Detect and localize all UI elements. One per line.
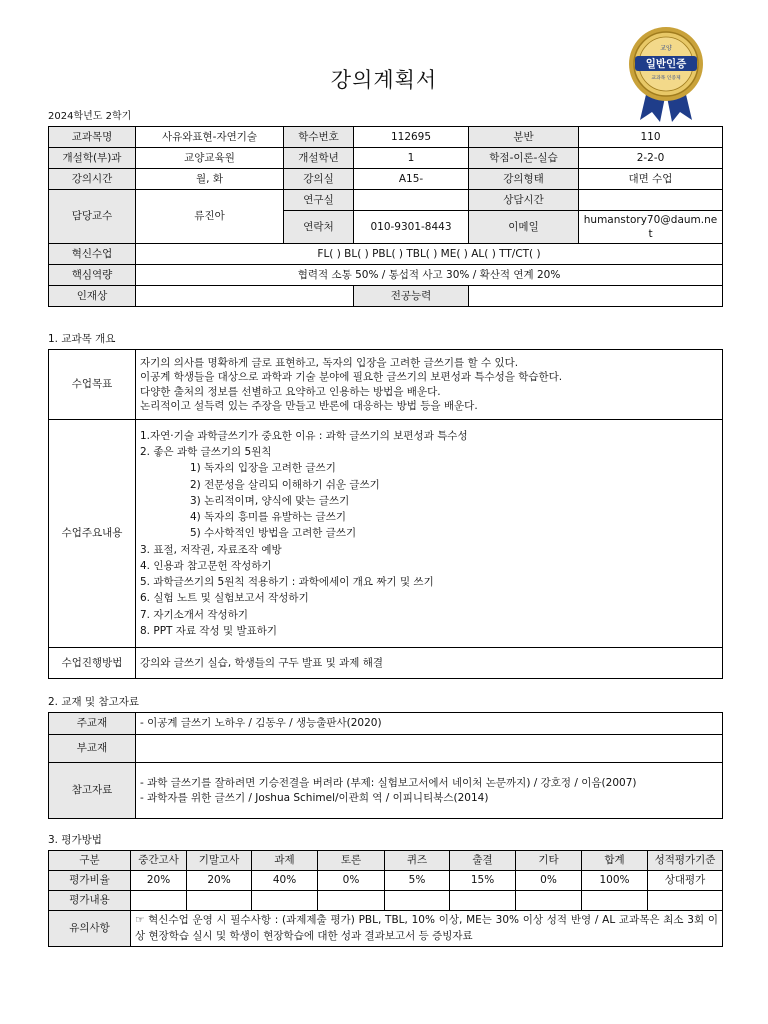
section3-heading: 3. 평가방법 bbox=[48, 834, 102, 846]
evaluation-table bbox=[48, 850, 723, 947]
course-code-label: 학수번호 bbox=[284, 127, 354, 148]
eval-header: 합계 bbox=[582, 851, 648, 871]
badge-top-text: 교양 bbox=[660, 45, 672, 52]
goal-line: 이공계 학생들을 대상으로 과학과 기술 분야에 필요한 글쓰기의 보편성과 특수성을 학습한다. bbox=[140, 371, 563, 384]
note-value: ☞ 혁신수업 운영 시 필수사항 : (과제제출 평가) PBL, TBL, 10% 이상, ME는 30% 이상 성적 반영 / AL 교과목은 최소 3회 이상 현장학습 실시 및 학생이 현장학습에 대한 성과 결과보고서 등 증빙자료 bbox=[131, 911, 723, 947]
sub-textbook-value bbox=[136, 735, 723, 763]
credits-label: 학점-이론-실습 bbox=[469, 148, 579, 169]
eval-header: 토론 bbox=[318, 851, 385, 871]
ratio-label: 평가비율 bbox=[49, 871, 131, 891]
semester-label: 2024학년도 2학기 bbox=[48, 111, 132, 122]
ratio-value: 5% bbox=[385, 871, 450, 891]
room-label: 강의실 bbox=[284, 169, 354, 190]
content-label: 수업주요내용 bbox=[49, 420, 136, 648]
format-value: 대면 수업 bbox=[579, 169, 723, 190]
ratio-value: 20% bbox=[187, 871, 252, 891]
major-ability-label: 전공능력 bbox=[354, 286, 469, 307]
consult-label: 상담시간 bbox=[469, 190, 579, 211]
ratio-value: 15% bbox=[450, 871, 516, 891]
dept-value: 교양교육원 bbox=[136, 148, 284, 169]
office-value bbox=[354, 190, 469, 211]
eval-header: 과제 bbox=[252, 851, 318, 871]
time-label: 강의시간 bbox=[49, 169, 136, 190]
main-textbook-label: 주교재 bbox=[49, 713, 136, 735]
content-line: 8. PPT 자료 작성 및 발표하기 bbox=[140, 624, 278, 637]
reference-line: - 과학 글쓰기를 잘하려면 기승전결을 버려라 (부제: 실험보고서에서 네이처 논문까지) / 강호정 / 이음(2007) bbox=[140, 777, 637, 790]
goal-label: 수업목표 bbox=[49, 350, 136, 420]
note-label: 유의사항 bbox=[49, 911, 131, 947]
sub-textbook-label: 부교재 bbox=[49, 735, 136, 763]
goal-line: 자기의 의사를 명확하게 글로 표현하고, 독자의 입장을 고려한 글쓰기를 할 수 있다. bbox=[140, 357, 519, 370]
eval-content-label: 평가내용 bbox=[49, 891, 131, 911]
consult-value bbox=[579, 190, 723, 211]
time-value: 월, 화 bbox=[136, 169, 284, 190]
badge-main-text: 일반인증 bbox=[645, 58, 687, 70]
ratio-value: 0% bbox=[516, 871, 582, 891]
page-title: 강의계획서 bbox=[330, 68, 438, 92]
eval-header: 기말고사 bbox=[187, 851, 252, 871]
innovation-value: FL( ) BL( ) PBL( ) TBL( ) ME( ) AL( ) TT/CT( ) bbox=[136, 244, 723, 265]
year-label: 개설학년 bbox=[284, 148, 354, 169]
content-line: 6. 실험 노트 및 실험보고서 작성하기 bbox=[140, 592, 309, 605]
credits-value: 2-2-0 bbox=[579, 148, 723, 169]
dept-label: 개설학(부)과 bbox=[49, 148, 136, 169]
method-label: 수업진행방법 bbox=[49, 648, 136, 679]
talent-value bbox=[136, 286, 354, 307]
ratio-value: 40% bbox=[252, 871, 318, 891]
eval-header: 구분 bbox=[49, 851, 131, 871]
content-list bbox=[136, 420, 723, 648]
content-line: 4) 독자의 흥미를 유발하는 글쓰기 bbox=[190, 511, 346, 524]
eval-header: 출결 bbox=[450, 851, 516, 871]
section1-heading: 1. 교과목 개요 bbox=[48, 333, 116, 345]
talent-label: 인재상 bbox=[49, 286, 136, 307]
goal-line: 논리적이고 설득력 있는 주장을 만들고 반론에 대응하는 방법 등을 배운다. bbox=[140, 399, 478, 412]
core-competency-label: 핵심역량 bbox=[49, 265, 136, 286]
goal-list bbox=[136, 350, 723, 420]
ratio-value: 상대평가 bbox=[648, 871, 723, 891]
goal-line: 다양한 출처의 정보를 선별하고 요약하고 인용하는 방법을 배운다. bbox=[140, 385, 441, 398]
contact-value: 010-9301-8443 bbox=[354, 211, 469, 244]
content-line: 4. 인용과 참고문헌 작성하기 bbox=[140, 559, 272, 572]
badge-bottom-text: 교과목 인증제 bbox=[651, 76, 681, 81]
major-ability-value bbox=[469, 286, 723, 307]
content-line: 1) 독자의 입장을 고려한 글쓰기 bbox=[190, 462, 336, 475]
course-code-value: 112695 bbox=[354, 127, 469, 148]
professor-label: 담당교수 bbox=[49, 190, 136, 244]
eval-header: 퀴즈 bbox=[385, 851, 450, 871]
core-competency-value: 협력적 소통 50% / 통섭적 사고 30% / 확산적 연계 20% bbox=[136, 265, 723, 286]
content-line: 2) 전문성을 살리되 이해하기 쉬운 글쓰기 bbox=[190, 478, 380, 491]
course-name-label: 교과목명 bbox=[49, 127, 136, 148]
content-line: 2. 좋은 과학 글쓰기의 5원칙 bbox=[140, 446, 272, 459]
content-line: 3. 표절, 저작권, 자료조작 예방 bbox=[140, 543, 282, 556]
main-textbook-value: - 이공계 글쓰기 노하우 / 김동우 / 생능출판사(2020) bbox=[136, 713, 723, 735]
room-value: A15- bbox=[354, 169, 469, 190]
eval-header: 중간고사 bbox=[131, 851, 187, 871]
content-line: 7. 자기소개서 작성하기 bbox=[140, 608, 248, 621]
professor-value: 류진아 bbox=[136, 190, 284, 244]
contact-label: 연락처 bbox=[284, 211, 354, 244]
eval-header: 기타 bbox=[516, 851, 582, 871]
innovation-label: 혁신수업 bbox=[49, 244, 136, 265]
ratio-value: 0% bbox=[318, 871, 385, 891]
course-name-value: 사유와표현-자연기술 bbox=[136, 127, 284, 148]
email-label: 이메일 bbox=[469, 211, 579, 244]
reference-label: 참고자료 bbox=[49, 763, 136, 819]
course-overview-table bbox=[48, 349, 723, 679]
format-label: 강의형태 bbox=[469, 169, 579, 190]
eval-header: 성적평가기준 bbox=[648, 851, 723, 871]
section-value: 110 bbox=[579, 127, 723, 148]
reference-list bbox=[136, 763, 723, 819]
ratio-value: 20% bbox=[131, 871, 187, 891]
ratio-value: 100% bbox=[582, 871, 648, 891]
content-line: 1.자연·기술 과학글쓰기가 중요한 이유 : 과학 글쓰기의 보편성과 특수성 bbox=[140, 429, 468, 442]
reference-line: - 과학자를 위한 글쓰기 / Joshua Schimel/이관희 역 / 이피니티북스(2014) bbox=[140, 791, 489, 804]
year-value: 1 bbox=[354, 148, 469, 169]
method-value: 강의와 글쓰기 실습, 학생들의 구두 발표 및 과제 해결 bbox=[136, 648, 723, 679]
content-line: 5. 과학글쓰기의 5원칙 적용하기 : 과학에세이 개요 짜기 및 쓰기 bbox=[140, 576, 434, 589]
email-value: humanstory70@daum.net bbox=[579, 211, 723, 244]
course-info-table bbox=[48, 126, 723, 307]
section2-heading: 2. 교재 및 참고자료 bbox=[48, 696, 140, 708]
content-line: 5) 수사학적인 방법을 고려한 글쓰기 bbox=[190, 527, 357, 540]
content-line: 3) 논리적이며, 양식에 맞는 글쓰기 bbox=[190, 494, 350, 507]
textbook-table bbox=[48, 712, 723, 819]
office-label: 연구실 bbox=[284, 190, 354, 211]
section-label: 분반 bbox=[469, 127, 579, 148]
